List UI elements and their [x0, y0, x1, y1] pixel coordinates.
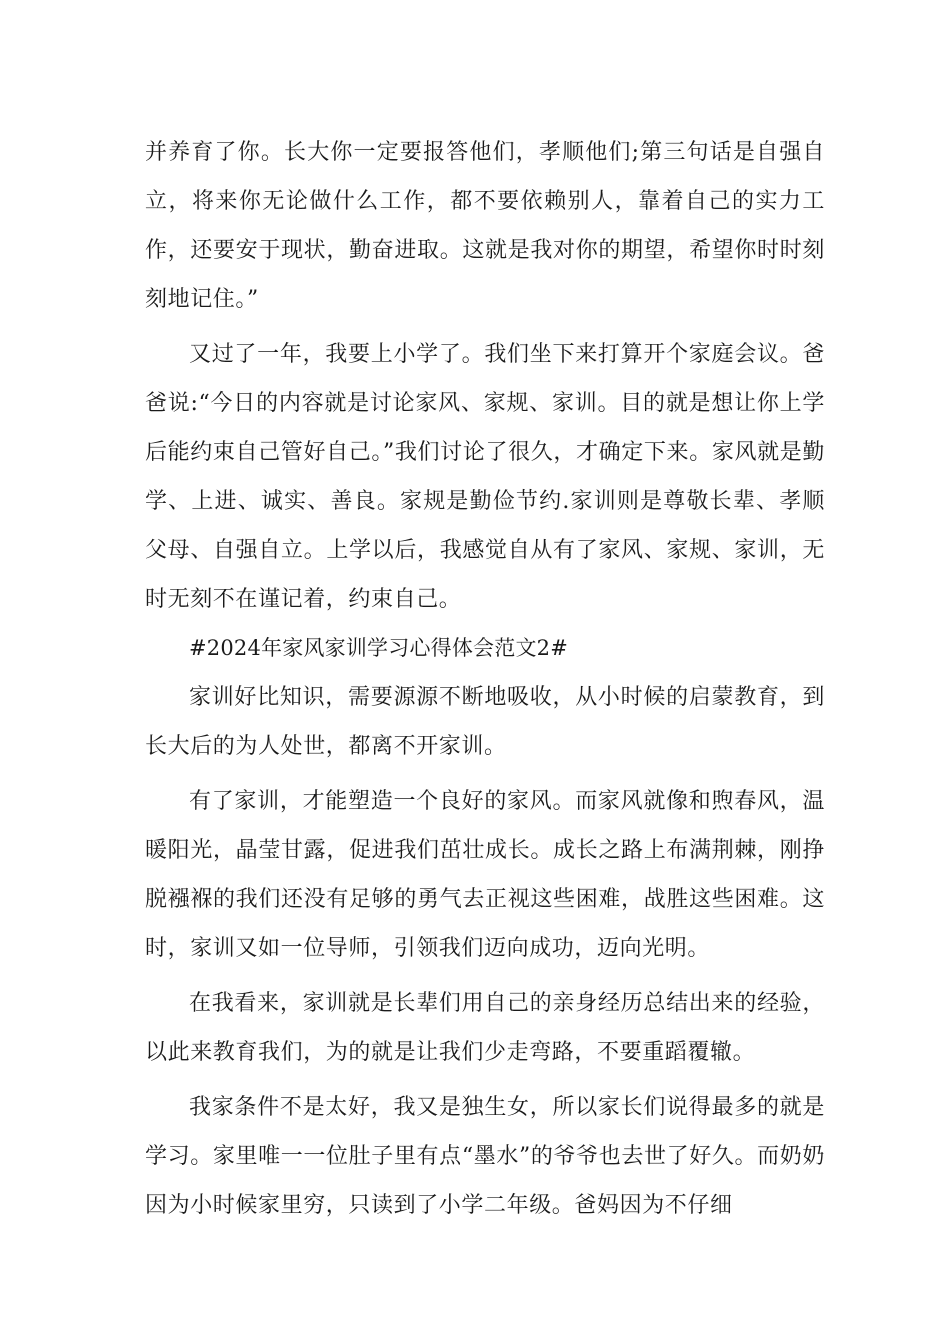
paragraph-knowledge: 家训好比知识，需要源源不断地吸收，从小时候的启蒙教育，到长大后的为人处世，都离不开家训。 — [145, 685, 825, 759]
paragraph-family-conditions: 我家条件不是太好，我又是独生女，所以家长们说得最多的就是学习。家里唯一一位肚子里有点“墨水”的爷爷也去世了好久。而奶奶因为小时候家里穷，只读到了小学二年级。爸妈因为不仔细 — [145, 1095, 825, 1218]
section-heading: #2024年家风家训学习心得体会范文2# — [189, 636, 568, 660]
paragraph-experience: 在我看来，家训就是长辈们用自己的亲身经历总结出来的经验，以此来教育我们，为的就是让我们少走弯路，不要重蹈覆辙。 — [145, 991, 825, 1065]
paragraph-family-style: 有了家训，才能塑造一个良好的家风。而家风就像和煦春风，温暖阳光，晶莹甘露，促进我们茁壮成长。成长之路上布满荆棘，刚挣脱襁褓的我们还没有足够的勇气去正视这些困难，战胜这些困难。这时，家训又如一位导师，引领我们迈向成功，迈向光明。 — [145, 789, 825, 961]
paragraph-family-meeting: 又过了一年，我要上小学了。我们坐下来打算开个家庭会议。爸爸说:“今日的内容就是讨论家风、家规、家训。目的就是想让你上学后能约束自己管好自己。”我们讨论了很久，才确定下来。家风就是勤学、上进、诚实、善良。家规是勤俭节约.家训则是尊敬长辈、孝顺父母、自强自立。上学以后，我感觉自从有了家风、家规、家训，无时无刻不在谨记着，约束自己。 — [145, 342, 825, 612]
paragraph-continuation: 并养育了你。长大你一定要报答他们，孝顺他们;第三句话是自强自立，将来你无论做什么工作，都不要依赖别人，靠着自己的实力工作，还要安于现状，勤奋进取。这就是我对你的期望，希望你时时刻刻地记住。” — [145, 140, 825, 312]
document-body — [145, 128, 825, 1230]
